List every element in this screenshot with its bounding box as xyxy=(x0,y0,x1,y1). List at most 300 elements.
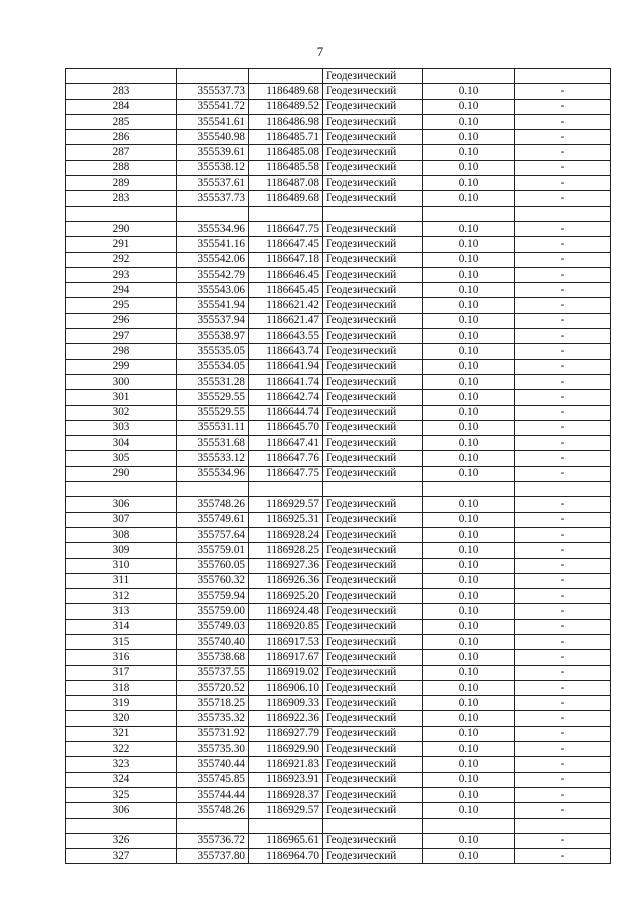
accuracy-cell: 0.10 xyxy=(423,558,515,573)
point-number-cell xyxy=(66,818,177,833)
method-cell: Геодезический xyxy=(323,114,423,129)
table-row xyxy=(66,787,611,802)
table-row xyxy=(66,818,611,833)
table-row xyxy=(66,466,611,481)
method-cell: Геодезический xyxy=(323,130,423,145)
x-coordinate-cell: 355531.11 xyxy=(177,420,249,435)
note-cell: - xyxy=(515,589,611,604)
accuracy-cell: 0.10 xyxy=(423,298,515,313)
point-number-cell: 325 xyxy=(66,787,177,802)
method-cell: Геодезический xyxy=(323,787,423,802)
table-row xyxy=(66,451,611,466)
x-coordinate-cell: 355531.68 xyxy=(177,436,249,451)
y-coordinate-cell: 1186487.08 xyxy=(249,176,323,191)
x-coordinate-cell: 355731.92 xyxy=(177,726,249,741)
point-number-cell: 297 xyxy=(66,329,177,344)
method-cell: Геодезический xyxy=(323,84,423,99)
method-cell: Геодезический xyxy=(323,405,423,420)
table-row xyxy=(66,298,611,313)
method-cell: Геодезический xyxy=(323,696,423,711)
note-cell: - xyxy=(515,742,611,757)
accuracy-cell: 0.10 xyxy=(423,84,515,99)
accuracy-cell: 0.10 xyxy=(423,619,515,634)
note-cell: - xyxy=(515,130,611,145)
y-coordinate-cell: 1186926.36 xyxy=(249,573,323,588)
accuracy-cell: 0.10 xyxy=(423,420,515,435)
point-number-cell: 296 xyxy=(66,313,177,328)
method-cell: Геодезический xyxy=(323,711,423,726)
method-cell: Геодезический xyxy=(323,634,423,649)
y-coordinate-cell: 1186645.45 xyxy=(249,283,323,298)
y-coordinate-cell: 1186928.25 xyxy=(249,543,323,558)
point-number-cell: 290 xyxy=(66,466,177,481)
table-row xyxy=(66,69,611,84)
method-cell: Геодезический xyxy=(323,451,423,466)
table-row xyxy=(66,833,611,848)
table-row xyxy=(66,114,611,129)
method-cell: Геодезический xyxy=(323,757,423,772)
method-cell: Геодезический xyxy=(323,237,423,252)
note-cell: - xyxy=(515,344,611,359)
x-coordinate-cell: 355745.85 xyxy=(177,772,249,787)
method-cell xyxy=(323,818,423,833)
note-cell: - xyxy=(515,466,611,481)
y-coordinate-cell: 1186486.98 xyxy=(249,114,323,129)
accuracy-cell xyxy=(423,482,515,497)
note-cell: - xyxy=(515,680,611,695)
note-cell: - xyxy=(515,84,611,99)
y-coordinate-cell: 1186928.37 xyxy=(249,787,323,802)
point-number-cell: 303 xyxy=(66,420,177,435)
y-coordinate-cell xyxy=(249,818,323,833)
x-coordinate-cell: 355541.61 xyxy=(177,114,249,129)
table-row xyxy=(66,405,611,420)
accuracy-cell: 0.10 xyxy=(423,267,515,282)
table-row xyxy=(66,573,611,588)
point-number-cell: 311 xyxy=(66,573,177,588)
accuracy-cell: 0.10 xyxy=(423,252,515,267)
point-number-cell: 310 xyxy=(66,558,177,573)
note-cell: - xyxy=(515,191,611,206)
note-cell: - xyxy=(515,787,611,802)
method-cell: Геодезический xyxy=(323,283,423,298)
method-cell: Геодезический xyxy=(323,344,423,359)
y-coordinate-cell: 1186920.85 xyxy=(249,619,323,634)
method-cell: Геодезический xyxy=(323,833,423,848)
table-row xyxy=(66,130,611,145)
x-coordinate-cell: 355736.72 xyxy=(177,833,249,848)
table-row xyxy=(66,543,611,558)
point-number-cell: 285 xyxy=(66,114,177,129)
note-cell: - xyxy=(515,405,611,420)
y-coordinate-cell: 1186489.68 xyxy=(249,191,323,206)
point-number-cell: 293 xyxy=(66,267,177,282)
note-cell: - xyxy=(515,176,611,191)
note-cell: - xyxy=(515,160,611,175)
method-cell xyxy=(323,482,423,497)
accuracy-cell: 0.10 xyxy=(423,359,515,374)
method-cell: Геодезический xyxy=(323,650,423,665)
point-number-cell: 288 xyxy=(66,160,177,175)
x-coordinate-cell: 355540.98 xyxy=(177,130,249,145)
accuracy-cell: 0.10 xyxy=(423,589,515,604)
accuracy-cell: 0.10 xyxy=(423,543,515,558)
note-cell xyxy=(515,482,611,497)
y-coordinate-cell: 1186964.70 xyxy=(249,849,323,864)
point-number-cell: 318 xyxy=(66,680,177,695)
y-coordinate-cell: 1186647.75 xyxy=(249,466,323,481)
table-row xyxy=(66,604,611,619)
table-row xyxy=(66,267,611,282)
x-coordinate-cell: 355542.79 xyxy=(177,267,249,282)
table-row xyxy=(66,634,611,649)
accuracy-cell: 0.10 xyxy=(423,604,515,619)
method-cell: Геодезический xyxy=(323,390,423,405)
accuracy-cell: 0.10 xyxy=(423,711,515,726)
y-coordinate-cell: 1186485.58 xyxy=(249,160,323,175)
accuracy-cell: 0.10 xyxy=(423,726,515,741)
accuracy-cell xyxy=(423,818,515,833)
note-cell: - xyxy=(515,374,611,389)
note-cell: - xyxy=(515,497,611,512)
y-coordinate-cell: 1186927.36 xyxy=(249,558,323,573)
y-coordinate-cell: 1186929.57 xyxy=(249,497,323,512)
point-number-cell: 313 xyxy=(66,604,177,619)
y-coordinate-cell: 1186906.10 xyxy=(249,680,323,695)
accuracy-cell: 0.10 xyxy=(423,160,515,175)
y-coordinate-cell xyxy=(249,482,323,497)
x-coordinate-cell: 355541.72 xyxy=(177,99,249,114)
y-coordinate-cell: 1186917.67 xyxy=(249,650,323,665)
x-coordinate-cell: 355534.05 xyxy=(177,359,249,374)
accuracy-cell: 0.10 xyxy=(423,329,515,344)
table-row xyxy=(66,374,611,389)
x-coordinate-cell: 355760.05 xyxy=(177,558,249,573)
x-coordinate-cell xyxy=(177,482,249,497)
point-number-cell: 300 xyxy=(66,374,177,389)
note-cell: - xyxy=(515,619,611,634)
note-cell: - xyxy=(515,650,611,665)
x-coordinate-cell: 355759.00 xyxy=(177,604,249,619)
x-coordinate-cell: 355737.55 xyxy=(177,665,249,680)
table-row xyxy=(66,619,611,634)
note-cell: - xyxy=(515,114,611,129)
method-cell: Геодезический xyxy=(323,604,423,619)
accuracy-cell: 0.10 xyxy=(423,405,515,420)
x-coordinate-cell xyxy=(177,818,249,833)
point-number-cell: 321 xyxy=(66,726,177,741)
x-coordinate-cell: 355537.73 xyxy=(177,191,249,206)
point-number-cell: 315 xyxy=(66,634,177,649)
accuracy-cell xyxy=(423,69,515,84)
x-coordinate-cell: 355740.40 xyxy=(177,634,249,649)
note-cell: - xyxy=(515,696,611,711)
table-row xyxy=(66,176,611,191)
method-cell: Геодезический xyxy=(323,359,423,374)
y-coordinate-cell: 1186927.79 xyxy=(249,726,323,741)
note-cell: - xyxy=(515,451,611,466)
method-cell: Геодезический xyxy=(323,573,423,588)
accuracy-cell: 0.10 xyxy=(423,344,515,359)
table-row xyxy=(66,283,611,298)
accuracy-cell: 0.10 xyxy=(423,742,515,757)
accuracy-cell: 0.10 xyxy=(423,772,515,787)
y-coordinate-cell: 1186643.55 xyxy=(249,329,323,344)
accuracy-cell: 0.10 xyxy=(423,833,515,848)
table-row xyxy=(66,191,611,206)
table-row xyxy=(66,99,611,114)
coordinates-table xyxy=(65,68,611,864)
accuracy-cell: 0.10 xyxy=(423,99,515,114)
table-row xyxy=(66,527,611,542)
accuracy-cell: 0.10 xyxy=(423,374,515,389)
table-row xyxy=(66,558,611,573)
accuracy-cell: 0.10 xyxy=(423,680,515,695)
method-cell: Геодезический xyxy=(323,436,423,451)
note-cell: - xyxy=(515,359,611,374)
accuracy-cell: 0.10 xyxy=(423,114,515,129)
x-coordinate-cell: 355749.03 xyxy=(177,619,249,634)
note-cell: - xyxy=(515,221,611,236)
method-cell: Геодезический xyxy=(323,69,423,84)
x-coordinate-cell: 355738.68 xyxy=(177,650,249,665)
x-coordinate-cell: 355535.05 xyxy=(177,344,249,359)
y-coordinate-cell: 1186641.94 xyxy=(249,359,323,374)
method-cell: Геодезический xyxy=(323,512,423,527)
y-coordinate-cell: 1186917.53 xyxy=(249,634,323,649)
point-number-cell: 287 xyxy=(66,145,177,160)
y-coordinate-cell: 1186641.74 xyxy=(249,374,323,389)
y-coordinate-cell: 1186919.02 xyxy=(249,665,323,680)
point-number-cell xyxy=(66,69,177,84)
method-cell: Геодезический xyxy=(323,252,423,267)
point-number-cell: 306 xyxy=(66,497,177,512)
x-coordinate-cell: 355720.52 xyxy=(177,680,249,695)
point-number-cell: 283 xyxy=(66,84,177,99)
note-cell: - xyxy=(515,329,611,344)
table-row xyxy=(66,237,611,252)
method-cell: Геодезический xyxy=(323,145,423,160)
method-cell: Геодезический xyxy=(323,589,423,604)
accuracy-cell: 0.10 xyxy=(423,176,515,191)
x-coordinate-cell: 355541.94 xyxy=(177,298,249,313)
note-cell xyxy=(515,818,611,833)
x-coordinate-cell: 355537.61 xyxy=(177,176,249,191)
page-number: 7 xyxy=(316,44,324,59)
x-coordinate-cell: 355744.44 xyxy=(177,787,249,802)
y-coordinate-cell xyxy=(249,69,323,84)
y-coordinate-cell: 1186647.41 xyxy=(249,436,323,451)
point-number-cell: 289 xyxy=(66,176,177,191)
x-coordinate-cell: 355537.94 xyxy=(177,313,249,328)
point-number-cell: 299 xyxy=(66,359,177,374)
table-row xyxy=(66,221,611,236)
note-cell: - xyxy=(515,803,611,818)
y-coordinate-cell xyxy=(249,206,323,221)
point-number-cell: 302 xyxy=(66,405,177,420)
note-cell: - xyxy=(515,436,611,451)
y-coordinate-cell: 1186485.08 xyxy=(249,145,323,160)
accuracy-cell: 0.10 xyxy=(423,497,515,512)
method-cell: Геодезический xyxy=(323,665,423,680)
point-number-cell: 320 xyxy=(66,711,177,726)
note-cell: - xyxy=(515,145,611,160)
note-cell: - xyxy=(515,512,611,527)
method-cell: Геодезический xyxy=(323,329,423,344)
note-cell: - xyxy=(515,604,611,619)
point-number-cell: 291 xyxy=(66,237,177,252)
method-cell: Геодезический xyxy=(323,313,423,328)
x-coordinate-cell: 355757.64 xyxy=(177,527,249,542)
table-row xyxy=(66,84,611,99)
note-cell: - xyxy=(515,390,611,405)
y-coordinate-cell: 1186909.33 xyxy=(249,696,323,711)
method-cell: Геодезический xyxy=(323,543,423,558)
accuracy-cell: 0.10 xyxy=(423,313,515,328)
note-cell: - xyxy=(515,283,611,298)
point-number-cell: 317 xyxy=(66,665,177,680)
y-coordinate-cell: 1186644.74 xyxy=(249,405,323,420)
table-row xyxy=(66,359,611,374)
table-row xyxy=(66,665,611,680)
table-row xyxy=(66,742,611,757)
y-coordinate-cell: 1186645.70 xyxy=(249,420,323,435)
method-cell: Геодезический xyxy=(323,466,423,481)
coordinates-table-body xyxy=(66,69,611,864)
table-row xyxy=(66,420,611,435)
point-number-cell: 306 xyxy=(66,803,177,818)
accuracy-cell: 0.10 xyxy=(423,145,515,160)
method-cell: Геодезический xyxy=(323,160,423,175)
y-coordinate-cell: 1186489.68 xyxy=(249,84,323,99)
y-coordinate-cell: 1186489.52 xyxy=(249,99,323,114)
accuracy-cell: 0.10 xyxy=(423,665,515,680)
y-coordinate-cell: 1186647.76 xyxy=(249,451,323,466)
method-cell: Геодезический xyxy=(323,849,423,864)
y-coordinate-cell: 1186621.47 xyxy=(249,313,323,328)
x-coordinate-cell: 355760.32 xyxy=(177,573,249,588)
x-coordinate-cell: 355735.30 xyxy=(177,742,249,757)
y-coordinate-cell: 1186929.90 xyxy=(249,742,323,757)
note-cell: - xyxy=(515,313,611,328)
x-coordinate-cell: 355748.26 xyxy=(177,803,249,818)
point-number-cell: 283 xyxy=(66,191,177,206)
x-coordinate-cell: 355740.44 xyxy=(177,757,249,772)
point-number-cell: 312 xyxy=(66,589,177,604)
accuracy-cell: 0.10 xyxy=(423,191,515,206)
accuracy-cell: 0.10 xyxy=(423,390,515,405)
table-row xyxy=(66,329,611,344)
note-cell: - xyxy=(515,298,611,313)
accuracy-cell: 0.10 xyxy=(423,451,515,466)
x-coordinate-cell: 355542.06 xyxy=(177,252,249,267)
accuracy-cell: 0.10 xyxy=(423,696,515,711)
accuracy-cell xyxy=(423,206,515,221)
x-coordinate-cell: 355737.80 xyxy=(177,849,249,864)
y-coordinate-cell: 1186647.45 xyxy=(249,237,323,252)
accuracy-cell: 0.10 xyxy=(423,650,515,665)
point-number-cell: 286 xyxy=(66,130,177,145)
y-coordinate-cell: 1186924.48 xyxy=(249,604,323,619)
method-cell: Геодезический xyxy=(323,497,423,512)
y-coordinate-cell: 1186646.45 xyxy=(249,267,323,282)
y-coordinate-cell: 1186621.42 xyxy=(249,298,323,313)
y-coordinate-cell: 1186925.31 xyxy=(249,512,323,527)
note-cell: - xyxy=(515,849,611,864)
x-coordinate-cell: 355543.06 xyxy=(177,283,249,298)
accuracy-cell: 0.10 xyxy=(423,849,515,864)
accuracy-cell: 0.10 xyxy=(423,221,515,236)
note-cell: - xyxy=(515,634,611,649)
accuracy-cell: 0.10 xyxy=(423,527,515,542)
x-coordinate-cell xyxy=(177,206,249,221)
point-number-cell: 319 xyxy=(66,696,177,711)
note-cell: - xyxy=(515,757,611,772)
method-cell: Геодезический xyxy=(323,726,423,741)
table-row xyxy=(66,482,611,497)
method-cell: Геодезический xyxy=(323,803,423,818)
y-coordinate-cell: 1186921.83 xyxy=(249,757,323,772)
x-coordinate-cell: 355537.73 xyxy=(177,84,249,99)
point-number-cell: 292 xyxy=(66,252,177,267)
x-coordinate-cell: 355538.97 xyxy=(177,329,249,344)
method-cell: Геодезический xyxy=(323,374,423,389)
accuracy-cell: 0.10 xyxy=(423,634,515,649)
point-number-cell: 324 xyxy=(66,772,177,787)
table-row xyxy=(66,390,611,405)
x-coordinate-cell: 355531.28 xyxy=(177,374,249,389)
table-row xyxy=(66,772,611,787)
x-coordinate-cell: 355534.96 xyxy=(177,221,249,236)
table-row xyxy=(66,145,611,160)
point-number-cell: 309 xyxy=(66,543,177,558)
method-cell: Геодезический xyxy=(323,742,423,757)
note-cell: - xyxy=(515,573,611,588)
table-row xyxy=(66,849,611,864)
x-coordinate-cell: 355538.12 xyxy=(177,160,249,175)
y-coordinate-cell: 1186929.57 xyxy=(249,803,323,818)
x-coordinate-cell: 355749.61 xyxy=(177,512,249,527)
point-number-cell: 307 xyxy=(66,512,177,527)
x-coordinate-cell: 355735.32 xyxy=(177,711,249,726)
x-coordinate-cell: 355541.16 xyxy=(177,237,249,252)
method-cell: Геодезический xyxy=(323,267,423,282)
table-row xyxy=(66,313,611,328)
table-row xyxy=(66,650,611,665)
note-cell: - xyxy=(515,558,611,573)
table-row xyxy=(66,160,611,175)
note-cell: - xyxy=(515,237,611,252)
point-number-cell: 304 xyxy=(66,436,177,451)
y-coordinate-cell: 1186642.74 xyxy=(249,390,323,405)
table-row xyxy=(66,696,611,711)
note-cell: - xyxy=(515,420,611,435)
x-coordinate-cell: 355759.94 xyxy=(177,589,249,604)
point-number-cell xyxy=(66,482,177,497)
y-coordinate-cell: 1186643.74 xyxy=(249,344,323,359)
point-number-cell: 298 xyxy=(66,344,177,359)
point-number-cell: 284 xyxy=(66,99,177,114)
table-row xyxy=(66,497,611,512)
table-row xyxy=(66,680,611,695)
y-coordinate-cell: 1186922.36 xyxy=(249,711,323,726)
note-cell: - xyxy=(515,665,611,680)
y-coordinate-cell: 1186647.18 xyxy=(249,252,323,267)
method-cell: Геодезический xyxy=(323,558,423,573)
note-cell xyxy=(515,69,611,84)
note-cell xyxy=(515,206,611,221)
x-coordinate-cell: 355539.61 xyxy=(177,145,249,160)
